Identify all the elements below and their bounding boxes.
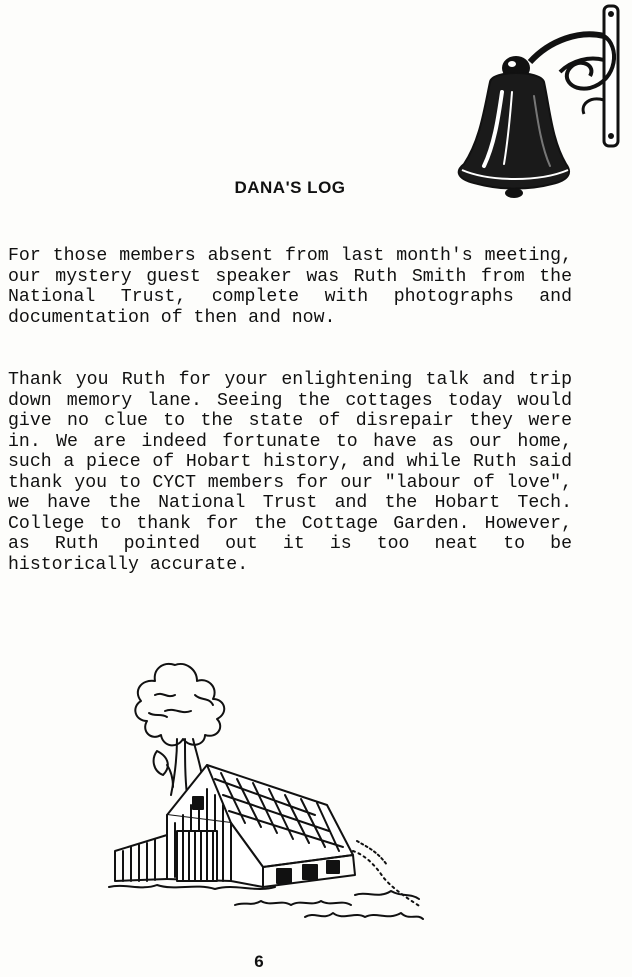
body-paragraph-1: For those members absent from last month's meeting, our mystery guest speaker was Ruth Smith from the National Trust, complete with photographs and documentation of then and now. <box>8 246 572 328</box>
body-paragraph-2: Thank you Ruth for your enlightening talk and trip down memory lane. Seeing the cottages today would give no clue to the state of disrepair they were in. We are indeed fortunate to have as our home, such a piece of Hobart history, and while Ruth said thank you to CYCT members for our "labour of love", we have the National Trust and the Hobart Tech. College to thank for the Cottage Garden. However, as Ruth pointed out it is too neat to be historically accurate. <box>8 370 572 575</box>
bell-illustration <box>440 0 632 200</box>
cottage-illustration <box>105 655 430 935</box>
article-title: DANA'S LOG <box>234 178 346 197</box>
page-number: 6 <box>254 952 264 971</box>
